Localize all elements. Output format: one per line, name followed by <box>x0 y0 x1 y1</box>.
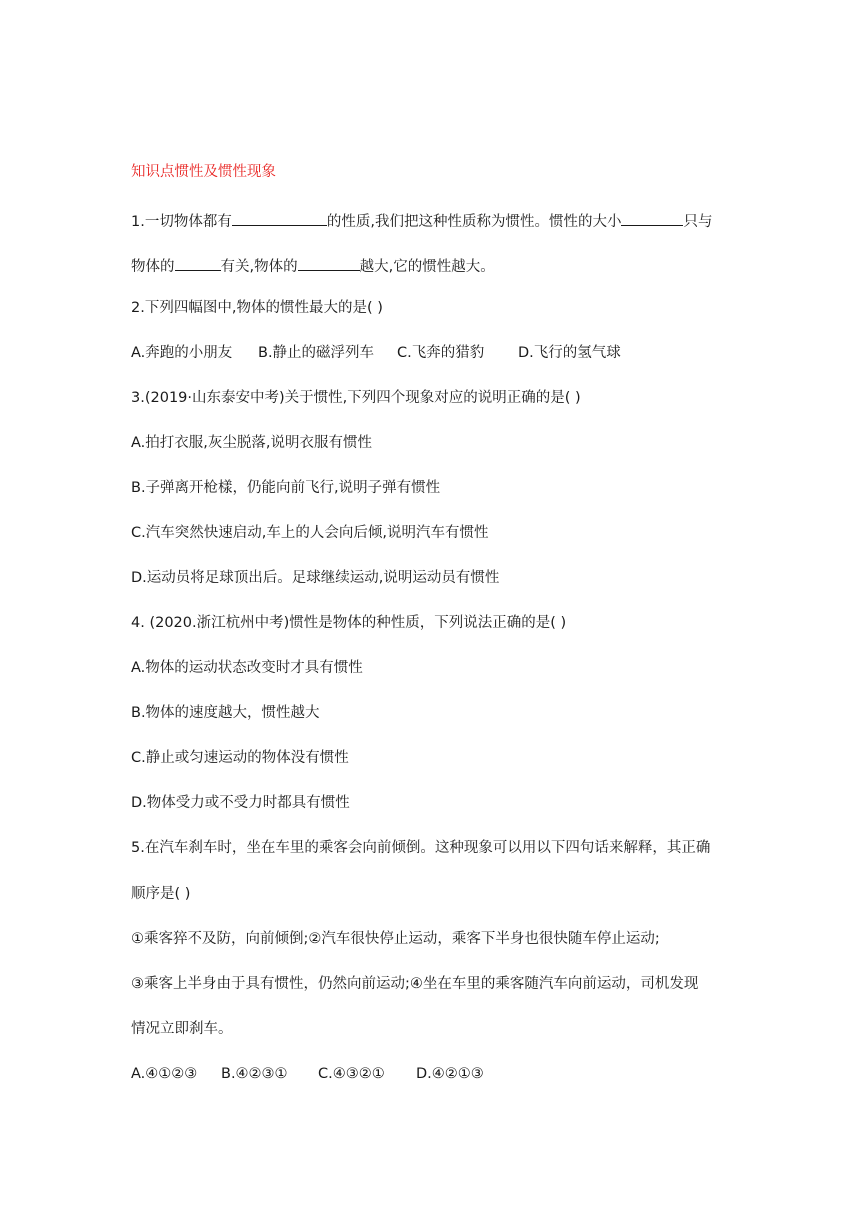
option-b: B.④②③① <box>221 1066 288 1082</box>
question-2-stem: 2.下列四幅图中,物体的惯性最大的是( ) <box>131 300 383 316</box>
question-5-stem-line-1: 5.在汽车刹车时，坐在车里的乘客会向前倾倒。这种现象可以用以下四句话来解释，其正确 <box>131 840 711 856</box>
question-4-option-d: D.物体受力或不受力时都具有惯性 <box>131 795 350 811</box>
option-d: D.飞行的氢气球 <box>518 345 621 361</box>
question-1-line-1 <box>131 209 712 232</box>
option-d: D.④②①③ <box>416 1066 484 1082</box>
question-5-stem-line-2: 顺序是( ) <box>131 886 191 902</box>
question-4-option-b: B.物体的速度越大，惯性越大 <box>131 705 320 721</box>
question-3-option-d: D.运动员将足球顶出后。足球继续运动,说明运动员有惯性 <box>131 570 500 586</box>
question-5-statement-line-3: 情况立即刹车。 <box>131 1021 233 1037</box>
question-1-text-a: 1.一切物体都有 <box>131 214 232 230</box>
answer-blank <box>621 209 683 226</box>
question-2-options <box>131 343 621 363</box>
question-4-option-c: C.静止或匀速运动的物体没有惯性 <box>131 750 349 766</box>
option-a: A.④①②③ <box>131 1066 198 1082</box>
question-5-options <box>131 1064 484 1084</box>
question-1-text-d: 物体的 <box>131 259 175 275</box>
question-5-statement-line-1: ①乘客猝不及防，向前倾倒;②汽车很快停止运动，乘客下半身也很快随车停止运动; <box>131 931 660 947</box>
question-3-option-b: B.子弹离开枪樣，仍能向前飞行,说明子弹有惯性 <box>131 480 441 496</box>
question-1-text-e: 有关,物体的 <box>220 259 298 275</box>
option-c: C.飞奔的猎豹 <box>397 345 485 361</box>
question-1-text-f: 越大,它的惯性越大。 <box>359 259 495 275</box>
answer-blank <box>298 254 360 271</box>
question-1-line-2 <box>131 254 495 277</box>
section-title: 知识点惯性及惯性现象 <box>131 164 276 180</box>
answer-blank <box>232 209 327 226</box>
option-a: A.奔跑的小朋友 <box>131 345 233 361</box>
question-4-option-a: A.物体的运动状态改变时才具有惯性 <box>131 660 363 676</box>
question-4-stem: 4. (2020.浙江杭州中考)惯性是物体的种性质，下列说法正确的是( ) <box>131 615 567 631</box>
question-3-option-c: C.汽车突然快速启动,车上的人会向后倾,说明汽车有惯性 <box>131 525 489 541</box>
question-1-text-b: 的性质,我们把这种性质称为惯性。惯性的大小 <box>326 214 622 230</box>
question-3-option-a: A.拍打衣服,灰尘脱落,说明衣服有惯性 <box>131 435 372 451</box>
question-3-stem: 3.(2019·山东泰安中考)关于惯性,下列四个现象对应的说明正确的是( ) <box>131 390 581 406</box>
question-5-statement-line-2: ③乘客上半身由于具有惯性，仍然向前运动;④坐在车里的乘客随汽车向前运动，司机发现 <box>131 976 699 992</box>
question-1-text-c: 只与 <box>683 214 713 230</box>
answer-blank <box>175 254 221 271</box>
option-b: B.静止的磁浮列车 <box>258 345 375 361</box>
option-c: C.④③②① <box>318 1066 385 1082</box>
